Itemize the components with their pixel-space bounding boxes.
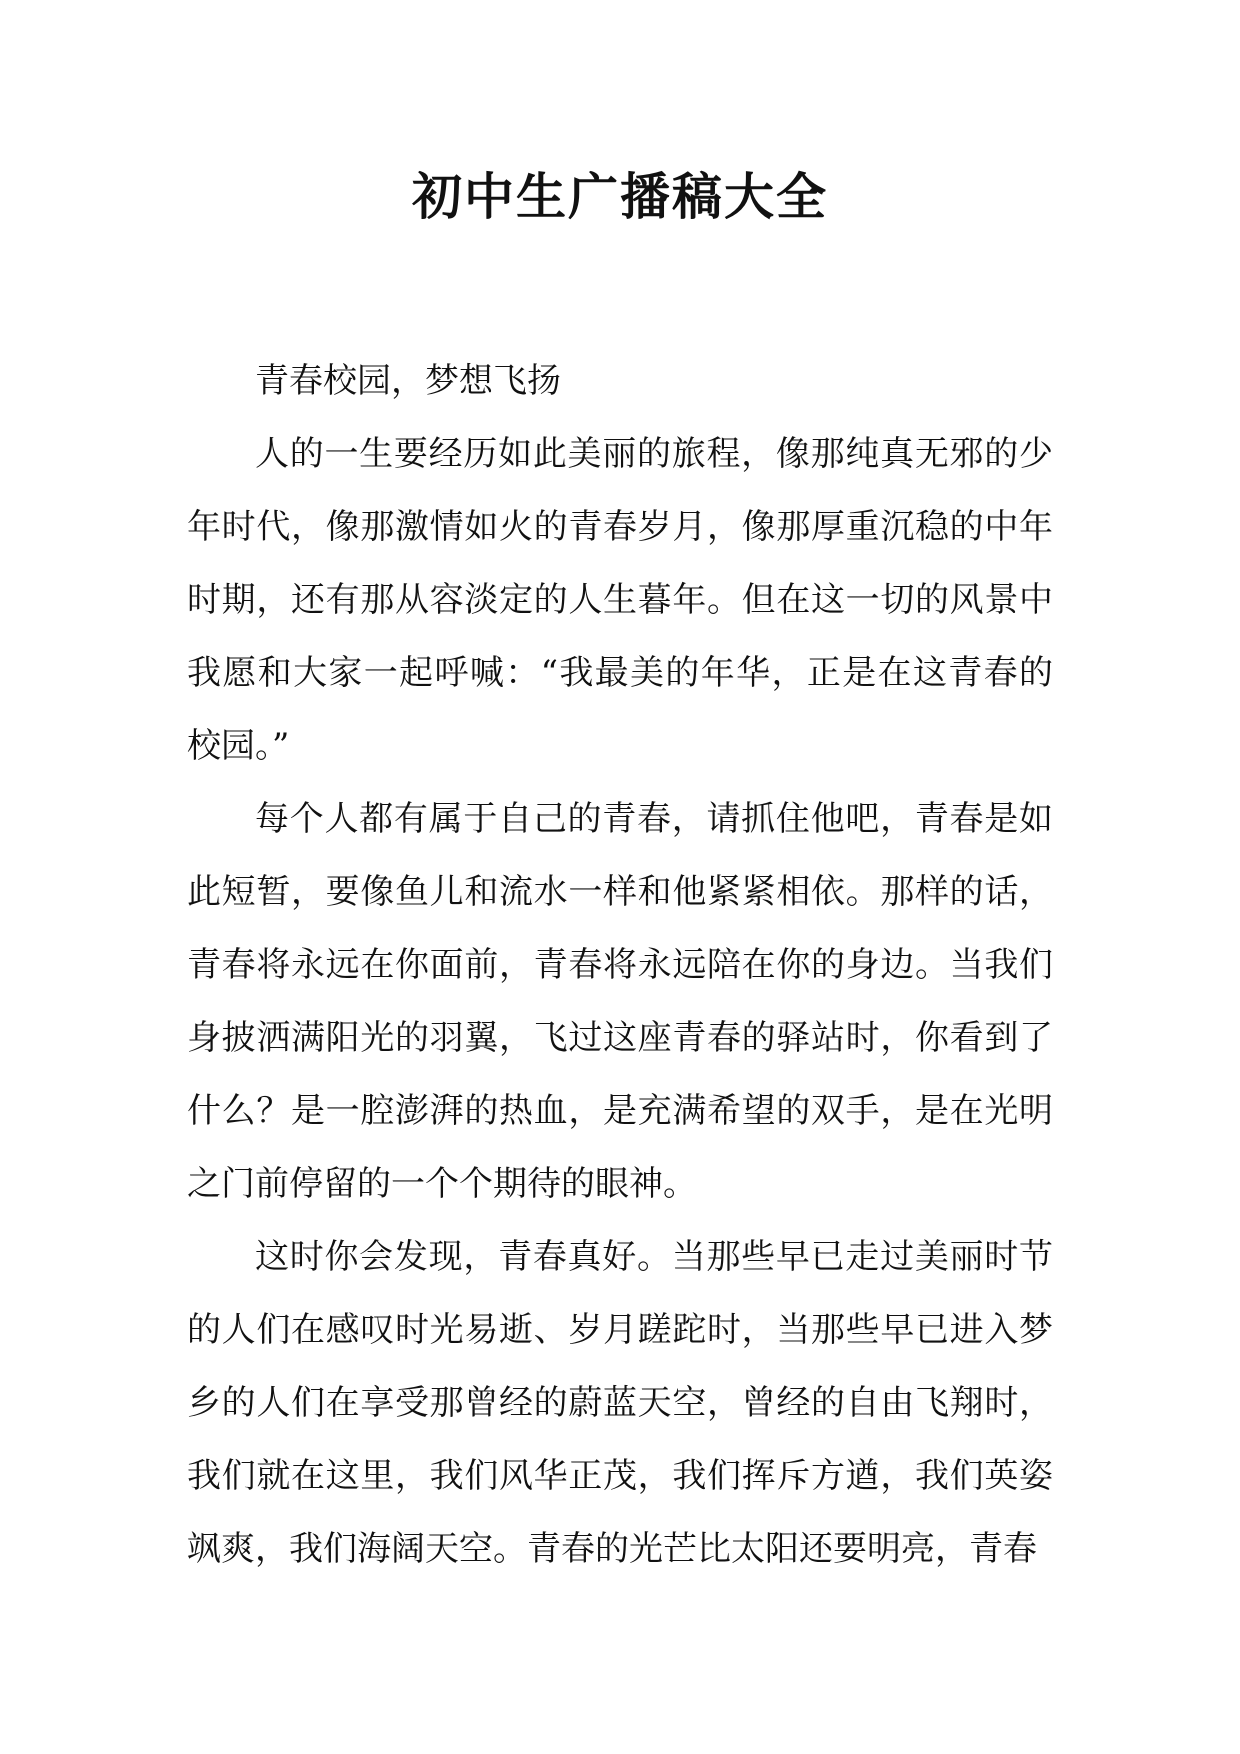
paragraph-3: 这时你会发现，青春真好。当那些早已走过美丽时节的人们在感叹时光易逝、岁月蹉跎时，当那些早已进入梦乡的人们在享受那曾经的蔚蓝天空，曾经的自由飞翔时，我们就在这里，我们风华正茂，我们挥斥方遒，我们英姿飒爽，我们海阔天空。青春的光芒比太阳还要明亮，青春 [187,1237,1053,1569]
paragraph-1: 人的一生要经历如此美丽的旅程，像那纯真无邪的少年时代，像那激情如火的青春岁月，像那厚重沉稳的中年时期，还有那从容淡定的人生暮年。但在这一切的风景中我愿和大家一起呼喊：“我最美的年华，正是在这青春的校园。” [187,434,1053,766]
document-title: 初中生广播稿大全 [412,167,828,226]
document-body [187,345,1053,1586]
paragraph-2: 每个人都有属于自己的青春，请抓住他吧，青春是如此短暂，要像鱼儿和流水一样和他紧紧相依。那样的话，青春将永远在你面前，青春将永远陪在你的身边。当我们身披洒满阳光的羽翼，飞过这座青春的驿站时，你看到了什么？是一腔澎湃的热血，是充满希望的双手，是在光明之门前停留的一个个期待的眼神。 [187,799,1053,1204]
section-subtitle: 青春校园，梦想飞扬 [255,361,561,401]
